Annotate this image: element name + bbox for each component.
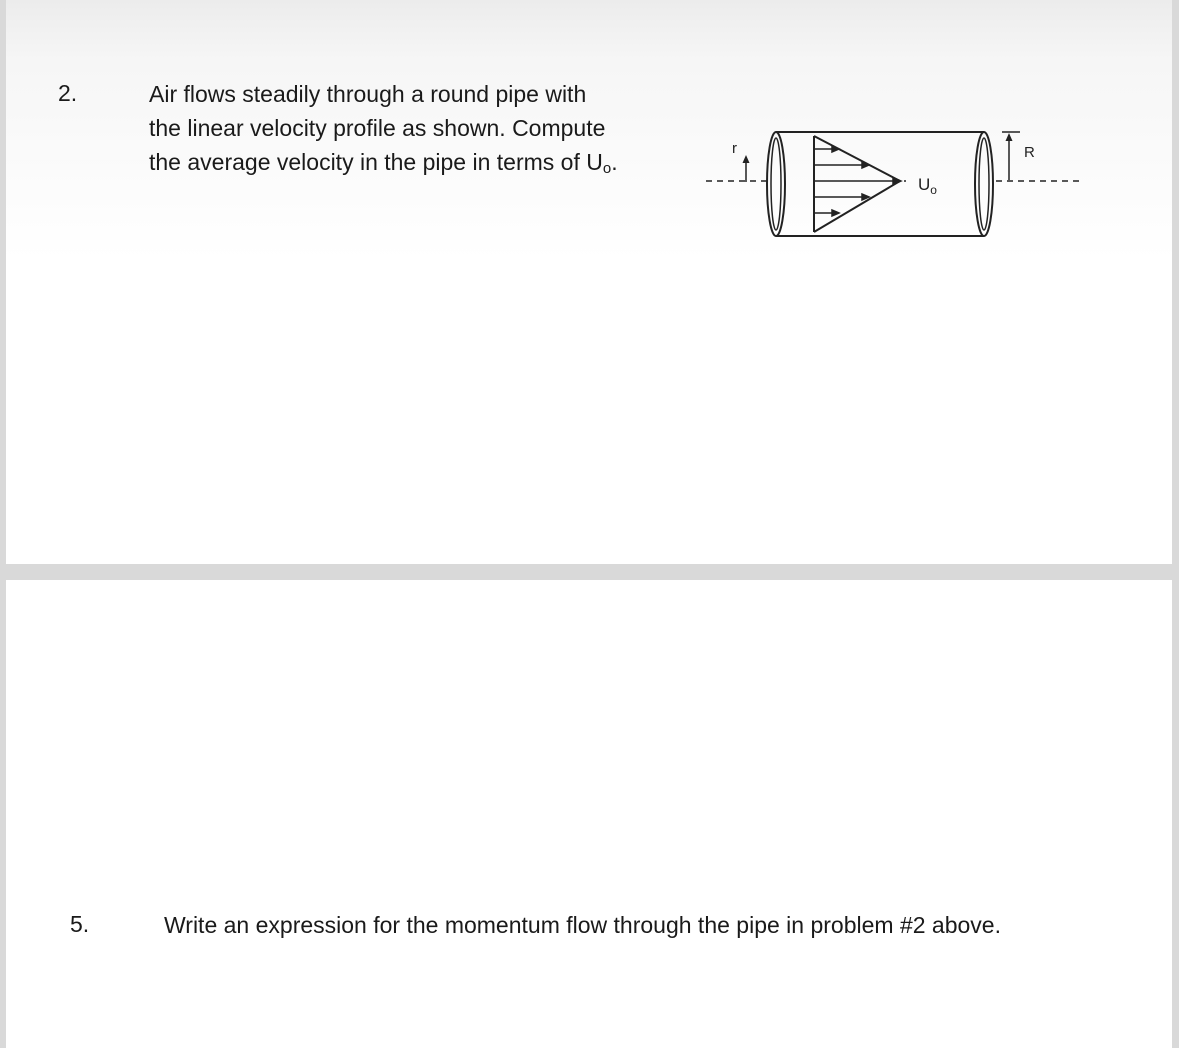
r-arrowhead <box>743 155 750 163</box>
u-label: $U_o$ <box>918 175 937 197</box>
problem-2-line-3 <box>149 145 709 186</box>
r-label: r <box>732 140 737 157</box>
R-label: R <box>1024 144 1035 161</box>
r-dim-arrowhead <box>1006 133 1013 141</box>
problem-2-number: 2. <box>58 80 78 106</box>
pipe-right-end-outer <box>975 132 993 236</box>
problem-2-line-1: Air flows steadily through a round pipe with <box>149 81 587 107</box>
problem-2-text <box>149 77 709 186</box>
problem-5-number: 5. <box>70 911 90 937</box>
worksheet-page-top <box>6 0 1172 564</box>
problem-2-period: . <box>611 149 618 175</box>
problem-5-text: Write an expression for the momentum flow through the pipe in problem #2 above. <box>164 912 1001 938</box>
problem-2-line-3-text: the average velocity in the pipe in terms of U <box>149 149 603 175</box>
problem-2-line-2: the linear velocity profile as shown. Compute <box>149 115 606 141</box>
profile-upper-edge <box>814 136 900 181</box>
pipe-right-end-inner <box>979 138 989 230</box>
profile-lower-edge <box>814 181 900 232</box>
problem-2-subscript: o <box>602 160 612 177</box>
pipe-velocity-profile-diagram <box>696 122 1086 244</box>
pipe-left-end-inner <box>771 138 781 230</box>
pipe-left-end-outer <box>767 132 785 236</box>
worksheet-page-bottom <box>6 580 1172 1048</box>
